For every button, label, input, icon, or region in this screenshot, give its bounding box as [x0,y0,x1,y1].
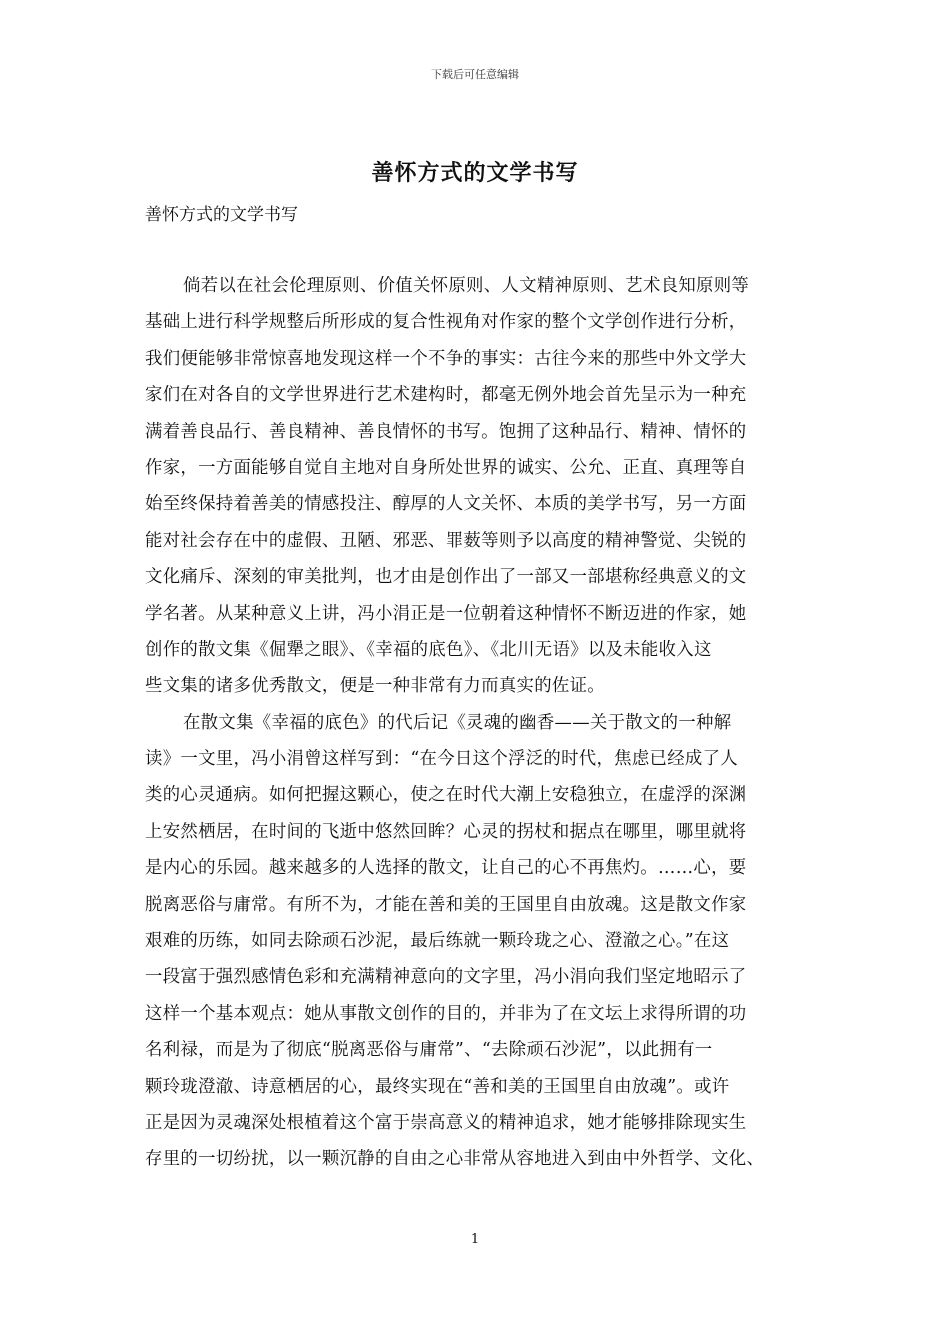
text-line: 在散文集《幸福的底色》的代后记《灵魂的幽香——关于散文的一种解 [183,712,732,733]
text-line: 名利禄，而是为了彻底“脱离恶俗与庸常”、“去除顽石沙泥”，以此拥有一 [145,1040,713,1061]
text-line: 脱离恶俗与庸常。有所不为，才能在善和美的王国里自由放魂。这是散文作家 [145,894,747,915]
text-line: 这样一个基本观点：她从事散文创作的目的，并非为了在文坛上求得所谓的功 [145,1003,747,1024]
text-line: 满着善良品行、善良精神、善良情怀的书写。饱拥了这种品行、精神、情怀的 [145,421,747,442]
text-line: 颗玲珑澄澈、诗意栖居的心，最终实现在“善和美的王国里自由放魂”。或许 [145,1076,730,1097]
text-line: 些文集的诸多优秀散文，便是一种非常有力而真实的佐证。 [145,676,605,697]
text-line: 艰难的历练，如同去除顽石沙泥，最后练就一颗玲珑之心、澄澈之心。”在这 [145,931,730,952]
text-line: 能对社会存在中的虚假、丑陋、邪恶、罪薮等则予以高度的精神警觉、尖锐的 [145,530,747,551]
document-subtitle: 善怀方式的文学书写 [145,205,298,225]
text-line: 创作的散文集《倔犟之眼》、《幸福的底色》、《北川无语》以及未能收入这 [145,639,712,660]
text-line: 始至终保持着善美的情感投注、醇厚的人文关怀、本质的美学书写，另一方面 [145,494,747,515]
text-line: 读》一文里，冯小涓曾这样写到：“在今日这个浮泛的时代，焦虑已经成了人 [145,749,738,770]
text-line: 文化痛斥、深刻的审美批判，也才由是创作出了一部又一部堪称经典意义的文 [145,567,747,588]
text-line: 基础上进行科学规整后所形成的复合性视角对作家的整个文学创作进行分析， [145,312,747,333]
text-line: 作家，一方面能够自觉自主地对自身所处世界的诚实、公允、正直、真理等自 [145,457,747,478]
body-text [145,268,823,1178]
document-title: 善怀方式的文学书写 [371,160,579,186]
text-line: 学名著。从某种意义上讲，冯小涓正是一位朝着这种情怀不断迈进的作家，她 [145,603,747,624]
page-header: 下载后可任意编辑 [431,68,519,81]
page-number: 1 [470,1232,480,1247]
text-line: 是内心的乐园。越来越多的人选择的散文，让自己的心不再焦灼。……心，要 [145,858,747,879]
text-line: 家们在对各自的文学世界进行艺术建构时，都毫无例外地会首先呈示为一种充 [145,385,747,406]
text-line: 存里的一切纷扰，以一颗沉静的自由之心非常从容地进入到由中外哲学、文化、 [145,1149,765,1170]
text-line: 类的心灵通病。如何把握这颗心，使之在时代大潮上安稳独立，在虚浮的深渊 [145,785,747,806]
text-line: 我们便能够非常惊喜地发现这样一个不争的事实：古往今来的那些中外文学大 [145,348,747,369]
text-line: 一段富于强烈感情色彩和充满精神意向的文字里，冯小涓向我们坚定地昭示了 [145,967,747,988]
text-line: 正是因为灵魂深处根植着这个富于崇高意义的精神追求，她才能够排除现实生 [145,1112,747,1133]
text-line: 上安然栖居，在时间的飞逝中悠然回眸？心灵的拐杖和据点在哪里，哪里就将 [145,821,747,842]
text-line: 倘若以在社会伦理原则、价值关怀原则、人文精神原则、艺术良知原则等 [183,276,750,296]
